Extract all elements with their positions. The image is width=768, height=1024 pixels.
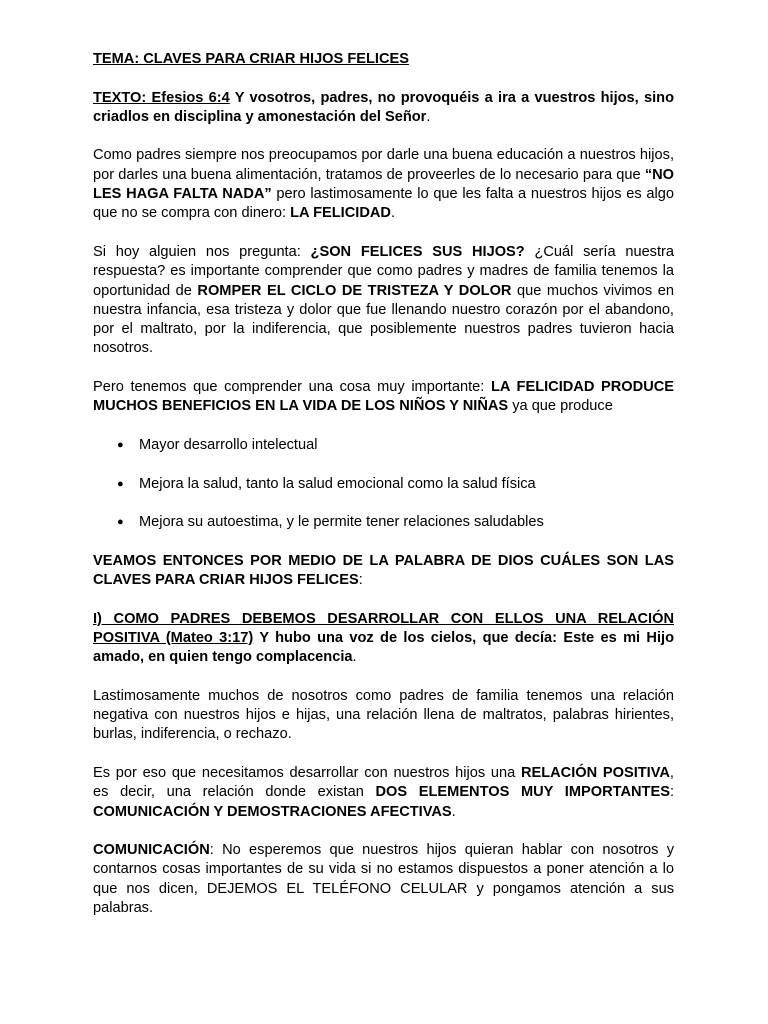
key-verse-paragraph: TEXTO: Efesios 6:4 Y vosotros, padres, no provoquéis a ira a vuestros hijos, sino criadlos en disciplina y amonestación del Señor. xyxy=(93,89,674,125)
list-item: ● Mejora la salud, tanto la salud emocional como la salud física xyxy=(93,475,674,494)
verse-text: Y vosotros, padres, no provoquéis a ira a vuestros hijos, sino criadlos en disciplina y amonestación del Señor xyxy=(93,89,674,125)
benefits-intro-paragraph: Pero tenemos que comprender una cosa muy importante: LA FELICIDAD PRODUCE MUCHOS BENEFICIOS EN LA VIDA DE LOS NIÑOS Y NIÑAS ya que produce xyxy=(93,379,675,415)
section-1-title: I) COMO PADRES DEBEMOS DESARROLLAR CON ELLOS UNA RELACIÓN POSITIVA (Mateo 3:17) xyxy=(93,610,674,646)
document-title: TEMA: CLAVES PARA CRIAR HIJOS FELICES xyxy=(93,51,409,67)
positive-relationship-paragraph: Es por eso que necesitamos desarrollar con nuestros hijos una RELACIÓN POSITIVA, es decir, una relación donde existan DOS ELEMENTOS MUY IMPORTANTES: COMUNICACIÓN Y DEMOSTRACIONES AFECTIVAS. xyxy=(93,764,674,820)
question-paragraph: Si hoy alguien nos pregunta: ¿SON FELICES SUS HIJOS? ¿Cuál sería nuestra respuesta? es importante comprender que como padres y madres de familia tenemos la oportunidad de ROMPER EL CICLO DE TRISTEZA Y DOLOR que muchos vivimos en nuestra infancia, esa tristeza y dolor que fue llenando nuestro corazón por el abandono, por el maltrato, por la indiferencia, que posiblemente nuestros padres tuvieron hacia nosotros. xyxy=(93,243,675,357)
list-item: ● Mejora su autoestima, y le permite tener relaciones saludables xyxy=(93,513,674,532)
intro-paragraph: Como padres siempre nos preocupamos por darle una buena educación a nuestros hijos, por darles una buena alimentación, tratamos de proveerles de lo necesario para que “NO LES HAGA FALTA NADA” pero lastimosamente lo que les falta a nuestros hijos es algo que no se compra con dinero: LA FELICIDAD. xyxy=(93,147,674,222)
section-1-heading: I) COMO PADRES DEBEMOS DESARROLLAR CON ELLOS UNA RELACIÓN POSITIVA (Mateo 3:17) Y hubo una voz de los cielos, que decía: Este es mi Hijo amado, en quien tengo complacencia. xyxy=(93,610,674,666)
section-1-verse: Y hubo una voz de los cielos, que decía: Este es mi Hijo amado, en quien tengo complacencia xyxy=(93,629,674,666)
bullet-icon: ● xyxy=(117,477,124,490)
verse-reference: TEXTO: Efesios 6:4 xyxy=(93,89,230,106)
communication-paragraph: COMUNICACIÓN: No esperemos que nuestros hijos quieran hablar con nosotros y contarnos cosas importantes de su vida si no estamos dispuestos a poner atención a lo que nos dicen, DEJEMOS EL TELÉFONO CELULAR y pongamos atención a sus palabras. xyxy=(93,842,674,917)
bullet-icon: ● xyxy=(117,516,124,529)
bullet-icon: ● xyxy=(117,438,124,451)
keys-heading-paragraph: VEAMOS ENTONCES POR MEDIO DE LA PALABRA DE DIOS CUÁLES SON LAS CLAVES PARA CRIAR HIJOS FELICES: xyxy=(93,552,674,589)
list-item: ● Mayor desarrollo intelectual xyxy=(93,436,674,455)
benefits-list xyxy=(93,436,674,532)
negative-relationship-paragraph: Lastimosamente muchos de nosotros como padres de familia tenemos una relación negativa con nuestros hijos e hijas, una relación llena de maltratos, palabras hirientes, burlas, indiferencia, o rechazo. xyxy=(93,687,674,743)
